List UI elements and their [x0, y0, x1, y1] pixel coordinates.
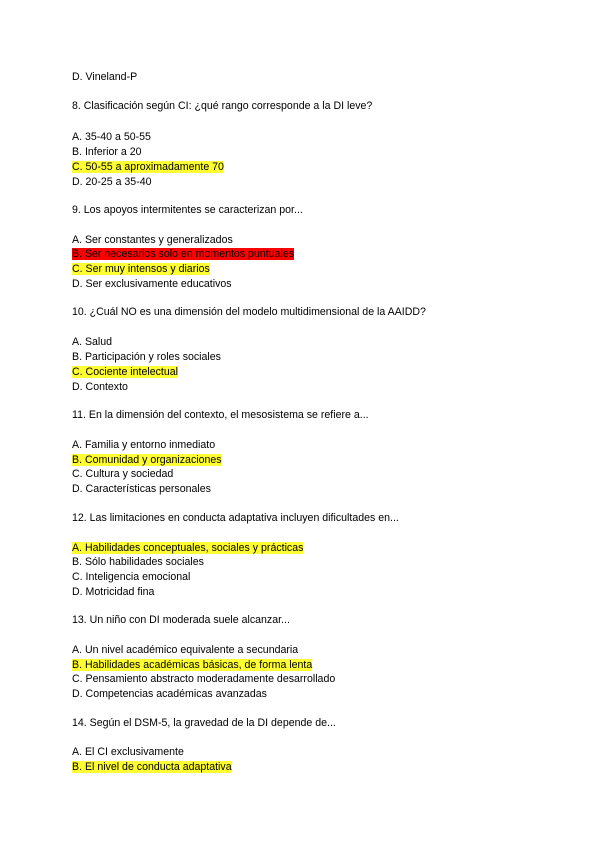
option-text: A. 35-40 a 50-55: [72, 131, 151, 143]
highlighted-answer: C. 50-55 a aproximadamente 70: [72, 161, 224, 173]
question-14-text: 14. Según el DSM-5, la gravedad de la DI depende de...: [72, 717, 336, 729]
red-highlighted-answer: B. Ser necesarios solo en momentos puntuales: [72, 248, 295, 260]
option-text: B. Inferior a 20: [72, 146, 142, 158]
question-12-text: 12. Las limitaciones en conducta adaptativa incluyen dificultades en...: [72, 512, 399, 524]
option-text: D. 20-25 a 35-40: [72, 176, 152, 188]
option-text: A. Familia y entorno inmediato: [72, 439, 216, 451]
option-text: [72, 263, 210, 276]
option-text: [72, 248, 294, 261]
option-text: C. Pensamiento abstracto moderadamente desarrollado: [72, 673, 336, 685]
option-text: D. Vineland-P: [72, 71, 138, 83]
option-text: D. Características personales: [72, 483, 211, 495]
question-8-text: 8. Clasificación según CI: ¿qué rango corresponde a la DI leve?: [72, 100, 373, 112]
option-text: [72, 366, 178, 379]
option-text: [72, 761, 232, 774]
option-text: D. Motricidad fina: [72, 586, 155, 598]
option-text: C. Inteligencia emocional: [72, 571, 191, 583]
option-text: C. Cultura y sociedad: [72, 468, 174, 480]
highlighted-answer: C. Ser muy intensos y diarios: [72, 263, 210, 275]
highlighted-answer: B. Habilidades académicas básicas, de forma lenta: [72, 659, 313, 671]
question-13-text: 13. Un niño con DI moderada suele alcanzar...: [72, 614, 290, 626]
option-text: A. Un nivel académico equivalente a secundaria: [72, 644, 299, 656]
option-text: [72, 659, 312, 672]
option-text: A. Salud: [72, 336, 113, 348]
highlighted-answer: C. Cociente intelectual: [72, 366, 178, 378]
question-9-text: 9. Los apoyos intermitentes se caracterizan por...: [72, 204, 303, 216]
highlighted-answer: B. Comunidad y organizaciones: [72, 454, 222, 466]
option-text: B. Sólo habilidades sociales: [72, 556, 204, 568]
highlighted-answer: A. Habilidades conceptuales, sociales y prácticas: [72, 542, 304, 554]
question-11-text: 11. En la dimensión del contexto, el mesosistema se refiere a...: [72, 409, 369, 421]
option-text: [72, 454, 222, 467]
option-text: A. Ser constantes y generalizados: [72, 234, 233, 246]
option-text: [72, 161, 224, 174]
option-text: [72, 542, 303, 555]
option-text: D. Ser exclusivamente educativos: [72, 278, 232, 290]
option-text: D. Contexto: [72, 381, 128, 393]
option-text: A. El CI exclusivamente: [72, 746, 184, 758]
option-text: D. Competencias académicas avanzadas: [72, 688, 267, 700]
option-text: B. Participación y roles sociales: [72, 351, 221, 363]
highlighted-answer: B. El nivel de conducta adaptativa: [72, 761, 232, 773]
question-10-text: 10. ¿Cuál NO es una dimensión del modelo multidimensional de la AAIDD?: [72, 306, 426, 318]
